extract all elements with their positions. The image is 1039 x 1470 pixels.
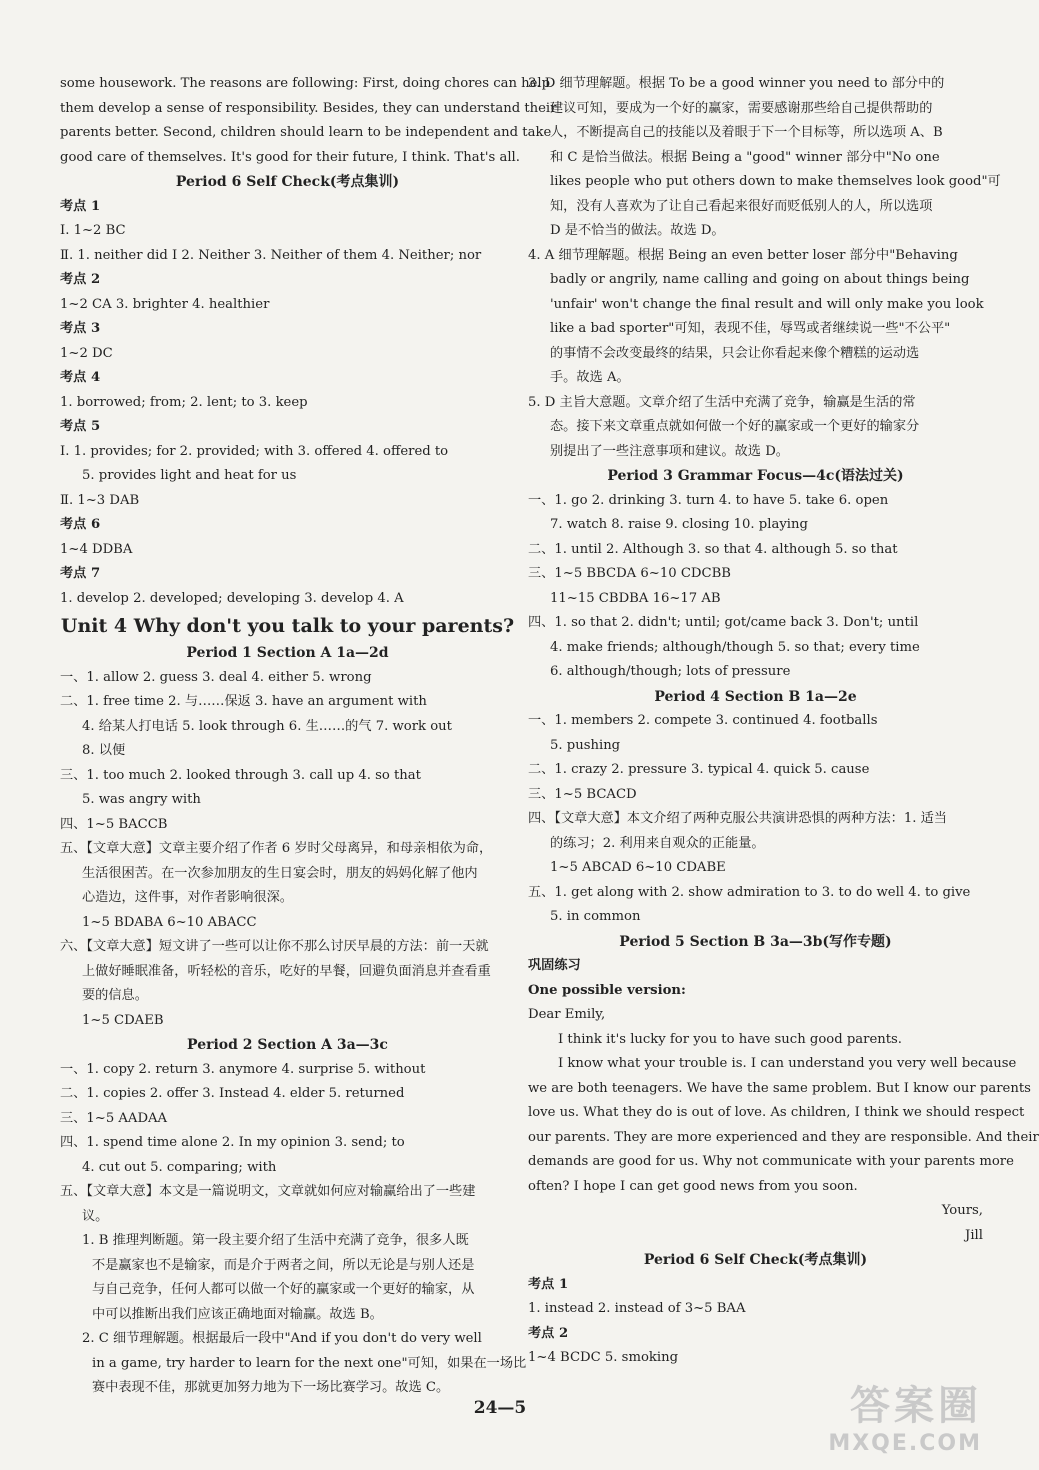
answer-line: 8. 以便 — [82, 743, 126, 758]
section-label: 巩固练习 — [528, 958, 581, 973]
answer-line: 5. provides light and heat for us — [82, 468, 297, 483]
answer-line: I know what your trouble is. I can understand you very well because — [558, 1056, 1017, 1071]
answer-line: 与自己竞争，任何人都可以做一个好的赢家或一个更好的输家，从 — [92, 1282, 475, 1297]
watermark-logo-text: 答案圈 — [850, 1383, 982, 1429]
answer-line: 二、1. until 2. Although 3. so that 4. although 5. so that — [528, 541, 898, 557]
answer-line: 别提出了一些注意事项和建议。故选 D。 — [550, 443, 789, 459]
answer-line: 1. develop 2. developed; developing 3. develop 4. A — [60, 590, 404, 606]
answer-line: Ⅰ. 1. provides; for 2. provided; with 3. offered 4. offered to — [60, 443, 449, 459]
answer-line: 1. borrowed; from; 2. lent; to 3. keep — [60, 394, 308, 410]
section-label: 考点 1 — [60, 198, 101, 214]
answer-line: 赛中表现不佳，那就更加努力地为下一场比赛学习。故选 C。 — [92, 1380, 450, 1395]
answer-line: 一、1. allow 2. guess 3. deal 4. either 5. wrong — [60, 669, 372, 685]
answer-line: 二、1. free time 2. 与……保返 3. have an argument with — [60, 694, 427, 709]
section-label: 考点 1 — [528, 1276, 569, 1292]
answer-line: 三、1~5 BBCDA 6~10 CDCBB — [528, 566, 731, 581]
answer-line: 五、【文章大意】文章主要介绍了作者 6 岁时父母离异，和母亲相依为命， — [60, 841, 493, 856]
answer-line: 5. pushing — [550, 737, 621, 753]
answer-line: 议。 — [82, 1208, 109, 1224]
answer-line: Ⅱ. 1~3 DAB — [60, 492, 140, 508]
answer-line: 4. cut out 5. comparing; with — [82, 1159, 277, 1175]
answer-line: 3. D 细节理解题。根据 To be a good winner you need to 部分中的 — [528, 76, 945, 91]
answer-line: 5. D 主旨大意题。文章介绍了生活中充满了竞争，输赢是生活的常 — [528, 394, 916, 410]
answer-line: 三、1. too much 2. looked through 3. call up 4. so that — [60, 767, 421, 783]
watermark-url: MXQE.COM — [828, 1431, 982, 1456]
answer-line: 'unfair' won't change the final result and will only make you look — [550, 296, 984, 312]
answer-line: 1. instead 2. instead of 3~5 BAA — [528, 1301, 746, 1316]
answer-line: Jill — [965, 1227, 983, 1243]
unit-title: Unit 4 Why don't you talk to your parents? — [60, 615, 515, 637]
answer-line: 1~2 CA 3. brighter 4. healthier — [60, 296, 270, 312]
answer-line: 知，没有人喜欢为了让自己看起来很好而贬低别人的人，所以选项 — [550, 198, 933, 214]
section-heading: Period 6 Self Check(考点集训) — [175, 174, 400, 190]
section-label: One possible version: — [528, 982, 686, 998]
answer-line: 五、【文章大意】本文是一篇说明文，文章就如何应对输赢给出了一些建 — [60, 1184, 476, 1199]
answer-line: 1~4 BCDC 5. smoking — [528, 1350, 679, 1365]
answer-line: 中可以推断出我们应该正确地面对输赢。故选 B。 — [92, 1306, 383, 1322]
answer-line: 4. A 细节理解题。根据 Being an even better loser 部分中"Behaving — [528, 247, 958, 263]
answer-line: 六、【文章大意】短文讲了一些可以让你不那么讨厌早晨的方法：前一天就 — [60, 939, 489, 954]
answer-line: 态。接下来文章重点就如何做一个好的赢家或一个更好的输家分 — [550, 419, 920, 434]
section-heading: Period 3 Grammar Focus—4c(语法过关) — [607, 468, 904, 484]
answer-line: our parents. They are more experienced and they are responsible. And their — [528, 1129, 1039, 1145]
answer-line: 11~15 CBDBA 16~17 AB — [550, 590, 721, 606]
answer-line: 五、1. get along with 2. show admiration to 3. to do well 4. to give — [528, 884, 971, 900]
answer-line: 四、【文章大意】本文介绍了两种克服公共演讲恐惧的两种方法：1. 适当 — [528, 811, 947, 826]
answer-line: demands are good for us. Why not communicate with your parents more — [528, 1154, 1014, 1169]
section-label: 考点 7 — [60, 566, 101, 581]
answer-line: 1. B 推理判断题。第一段主要介绍了生活中充满了竞争，很多人既 — [82, 1233, 469, 1248]
answer-line: 三、1~5 AADAA — [60, 1110, 168, 1126]
answer-line: 建议可知，要成为一个好的赢家，需要感谢那些给自己提供帮助的 — [550, 100, 933, 116]
answer-line: 5. in common — [550, 909, 641, 924]
section-label: 考点 3 — [60, 321, 101, 336]
answer-line: 1~5 CDAEB — [82, 1012, 164, 1028]
answer-line: 一、1. go 2. drinking 3. turn 4. to have 5. take 6. open — [528, 492, 889, 508]
answer-line: often? I hope I can get good news from you soon. — [528, 1178, 858, 1194]
answer-line: 4. make friends; although/though 5. so that; every time — [550, 639, 920, 655]
answer-line: Ⅱ. 1. neither did I 2. Neither 3. Neither of them 4. Neither; nor — [60, 247, 482, 263]
answer-line: Yours, — [941, 1203, 983, 1218]
answer-line: 四、1. so that 2. didn't; until; got/came back 3. Don't; until — [528, 615, 919, 630]
section-label: 考点 4 — [60, 370, 101, 385]
section-heading: Period 2 Section A 3a—3c — [187, 1037, 388, 1053]
page-number: 24—5 — [473, 1398, 527, 1418]
answer-line: 1~5 ABCAD 6~10 CDABE — [550, 860, 726, 875]
answer-line: 6. although/though; lots of pressure — [550, 664, 791, 679]
answer-line: 5. was angry with — [82, 792, 201, 807]
answer-line: 二、1. crazy 2. pressure 3. typical 4. quick 5. cause — [528, 762, 870, 777]
answer-line: 生活很困苦。在一次参加朋友的生日宴会时，朋友的妈妈化解了他内 — [82, 865, 478, 881]
answer-line: Ⅰ. 1~2 BC — [60, 223, 126, 238]
right-column — [528, 72, 1039, 1371]
answer-line: 二、1. copies 2. offer 3. Instead 4. elder 5. returned — [60, 1086, 405, 1101]
answer-line: 要的信息。 — [82, 988, 148, 1003]
answer-line: we are both teenagers. We have the same problem. But I know our parents — [528, 1080, 1031, 1096]
answer-line: 一、1. copy 2. return 3. anymore 4. surprise 5. without — [60, 1061, 426, 1077]
answer-line: 1~4 DDBA — [60, 541, 133, 557]
answer-line: 心造边，这件事，对作者影响很深。 — [82, 890, 293, 905]
answer-line: 的练习；2. 利用来自观众的正能量。 — [550, 835, 765, 851]
section-label: 考点 2 — [60, 272, 101, 287]
answer-line: 人，不断提高自己的技能以及着眼于下一个目标等，所以选项 A、B — [550, 125, 943, 140]
answer-line: 4. 给某人打电话 5. look through 6. 生……的气 7. work out — [82, 718, 452, 734]
answer-line: 不是赢家也不是输家，而是介于两者之间，所以无论是与别人还是 — [92, 1257, 475, 1273]
answer-line: 三、1~5 BCACD — [528, 786, 637, 802]
answer-line: 上做好睡眠准备，听轻松的音乐，吃好的早餐，回避负面消息并查看重 — [82, 963, 491, 979]
answer-line: 1~2 DC — [60, 345, 113, 361]
answer-line: some housework. The reasons are following: First, doing chores can help — [60, 76, 551, 91]
answer-line: 一、1. members 2. compete 3. continued 4. footballs — [528, 713, 878, 728]
answer-line: 和 C 是恰当做法。根据 Being a "good" winner 部分中"No one — [550, 149, 940, 165]
answer-line: them develop a sense of responsibility. Besides, they can understand their — [60, 100, 557, 116]
answer-line: likes people who put others down to make themselves look good"可 — [550, 174, 1001, 189]
answer-line: 四、1. spend time alone 2. In my opinion 3. send; to — [60, 1135, 405, 1150]
site-watermark — [828, 1374, 982, 1456]
answer-line: love us. What they do is out of love. As children, I think we should respect — [528, 1105, 1025, 1120]
answer-line: 2. C 细节理解题。根据最后一段中"And if you don't do very well — [82, 1331, 482, 1346]
answer-line: like a bad sporter"可知，表现不佳，辱骂或者继续说一些"不公平" — [550, 321, 951, 336]
answer-line: parents better. Second, children should learn to be independent and take — [60, 125, 552, 140]
answer-line: badly or angrily, name calling and going on about things being — [550, 272, 970, 287]
section-heading: Period 5 Section B 3a—3b(写作专题) — [619, 933, 892, 950]
answer-line: I think it's lucky for you to have such good parents. — [558, 1031, 902, 1047]
section-heading: Period 1 Section A 1a—2d — [186, 645, 389, 661]
section-label: 考点 5 — [60, 419, 101, 434]
answer-line: 7. watch 8. raise 9. closing 10. playing — [550, 517, 808, 532]
answer-line: good care of themselves. It's good for their future, I think. That's all. — [60, 149, 520, 165]
answer-line: Dear Emily, — [528, 1007, 606, 1022]
answer-line: 手。故选 A。 — [550, 370, 630, 385]
section-label: 考点 2 — [528, 1325, 569, 1341]
answer-line: 1~5 BDABA 6~10 ABACC — [82, 914, 257, 930]
section-label: 考点 6 — [60, 517, 101, 532]
section-heading: Period 4 Section B 1a—2e — [654, 688, 857, 705]
section-heading: Period 6 Self Check(考点集训) — [643, 1252, 868, 1268]
answer-line: 四、1~5 BACCB — [60, 816, 168, 832]
answer-line: D 是不恰当的做法。故选 D。 — [550, 223, 725, 238]
answer-line: 的事情不会改变最终的结果，只会让你看起来像个糟糕的运动选 — [550, 345, 920, 361]
answer-line: in a game, try harder to learn for the next one"可知，如果在一场比 — [92, 1355, 527, 1371]
